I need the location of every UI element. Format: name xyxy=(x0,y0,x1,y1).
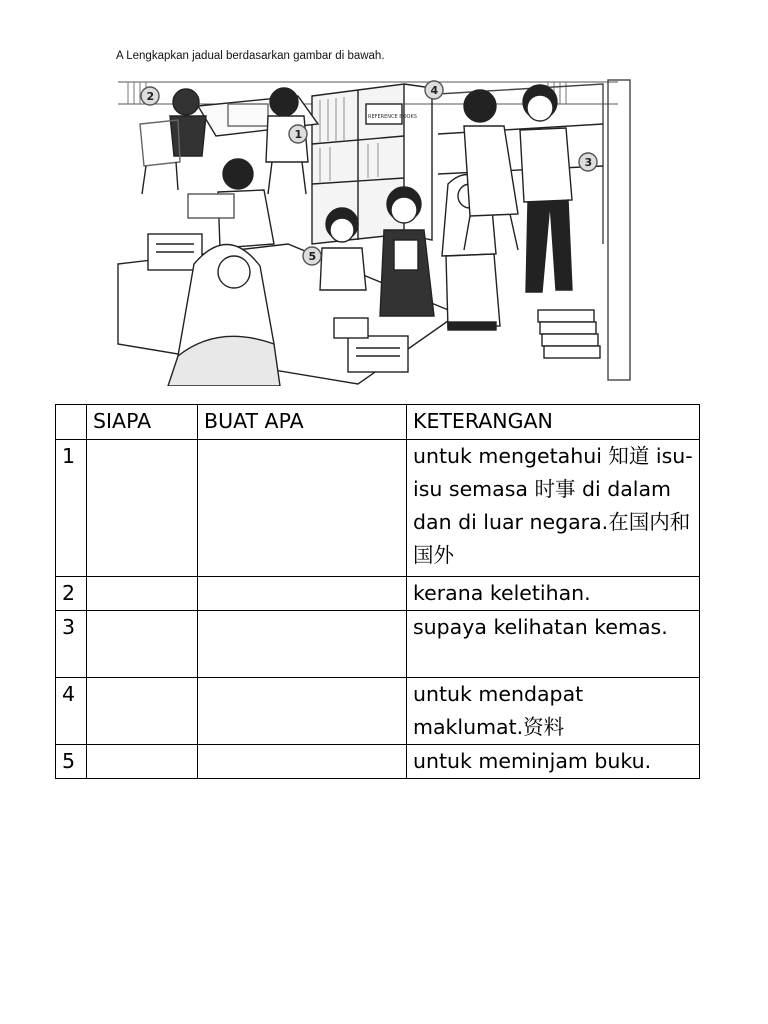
buat-apa-cell[interactable] xyxy=(198,440,407,577)
callout-2 xyxy=(141,87,159,105)
row-number: 4 xyxy=(56,678,87,745)
library-illustration xyxy=(98,44,664,386)
keterangan-cell: untuk mendapat maklumat.资料 xyxy=(407,678,700,745)
row-number: 2 xyxy=(56,577,87,611)
book-stack xyxy=(538,310,600,358)
row-number: 3 xyxy=(56,611,87,678)
header-keterangan: KETERANGAN xyxy=(407,405,700,440)
table-row xyxy=(56,611,700,678)
worksheet-table xyxy=(55,404,700,779)
keterangan-cell: untuk mengetahui 知道 isu-isu semasa 时事 di dalam dan di luar negara.在国内和国外 xyxy=(407,440,700,577)
buat-apa-cell[interactable] xyxy=(198,577,407,611)
table-row xyxy=(56,678,700,745)
table-header-row xyxy=(56,405,700,440)
keterangan-cell: supaya kelihatan kemas. xyxy=(407,611,700,678)
siapa-cell[interactable] xyxy=(87,611,198,678)
header-number xyxy=(56,405,87,440)
row-number: 1 xyxy=(56,440,87,577)
callout-3 xyxy=(579,153,597,171)
keterangan-cell: untuk meminjam buku. xyxy=(407,745,700,779)
callout-4 xyxy=(425,81,443,99)
callout-5 xyxy=(303,247,321,265)
siapa-cell[interactable] xyxy=(87,678,198,745)
siapa-cell[interactable] xyxy=(87,577,198,611)
buat-apa-cell[interactable] xyxy=(198,611,407,678)
table-row xyxy=(56,577,700,611)
header-siapa: SIAPA xyxy=(87,405,198,440)
keterangan-cell: kerana keletihan. xyxy=(407,577,700,611)
svg-text:2: 2 xyxy=(146,90,155,103)
svg-text:1: 1 xyxy=(294,128,303,141)
shelf-sign-text: REFERENCE BOOKS xyxy=(368,114,417,120)
row-number: 5 xyxy=(56,745,87,779)
buat-apa-cell[interactable] xyxy=(198,745,407,779)
boy-arranging-books xyxy=(520,85,572,292)
table-row xyxy=(56,745,700,779)
table-row xyxy=(56,440,700,577)
student-girl-black-dress xyxy=(380,187,434,316)
svg-text:4: 4 xyxy=(430,84,439,97)
siapa-cell[interactable] xyxy=(87,745,198,779)
siapa-cell[interactable] xyxy=(87,440,198,577)
svg-text:5: 5 xyxy=(308,250,317,263)
svg-text:3: 3 xyxy=(584,156,593,169)
buat-apa-cell[interactable] xyxy=(198,678,407,745)
header-buat-apa: BUAT APA xyxy=(198,405,407,440)
instruction-text: A Lengkapkan jadual berdasarkan gambar di bawah. xyxy=(116,50,385,62)
callout-1 xyxy=(289,125,307,143)
